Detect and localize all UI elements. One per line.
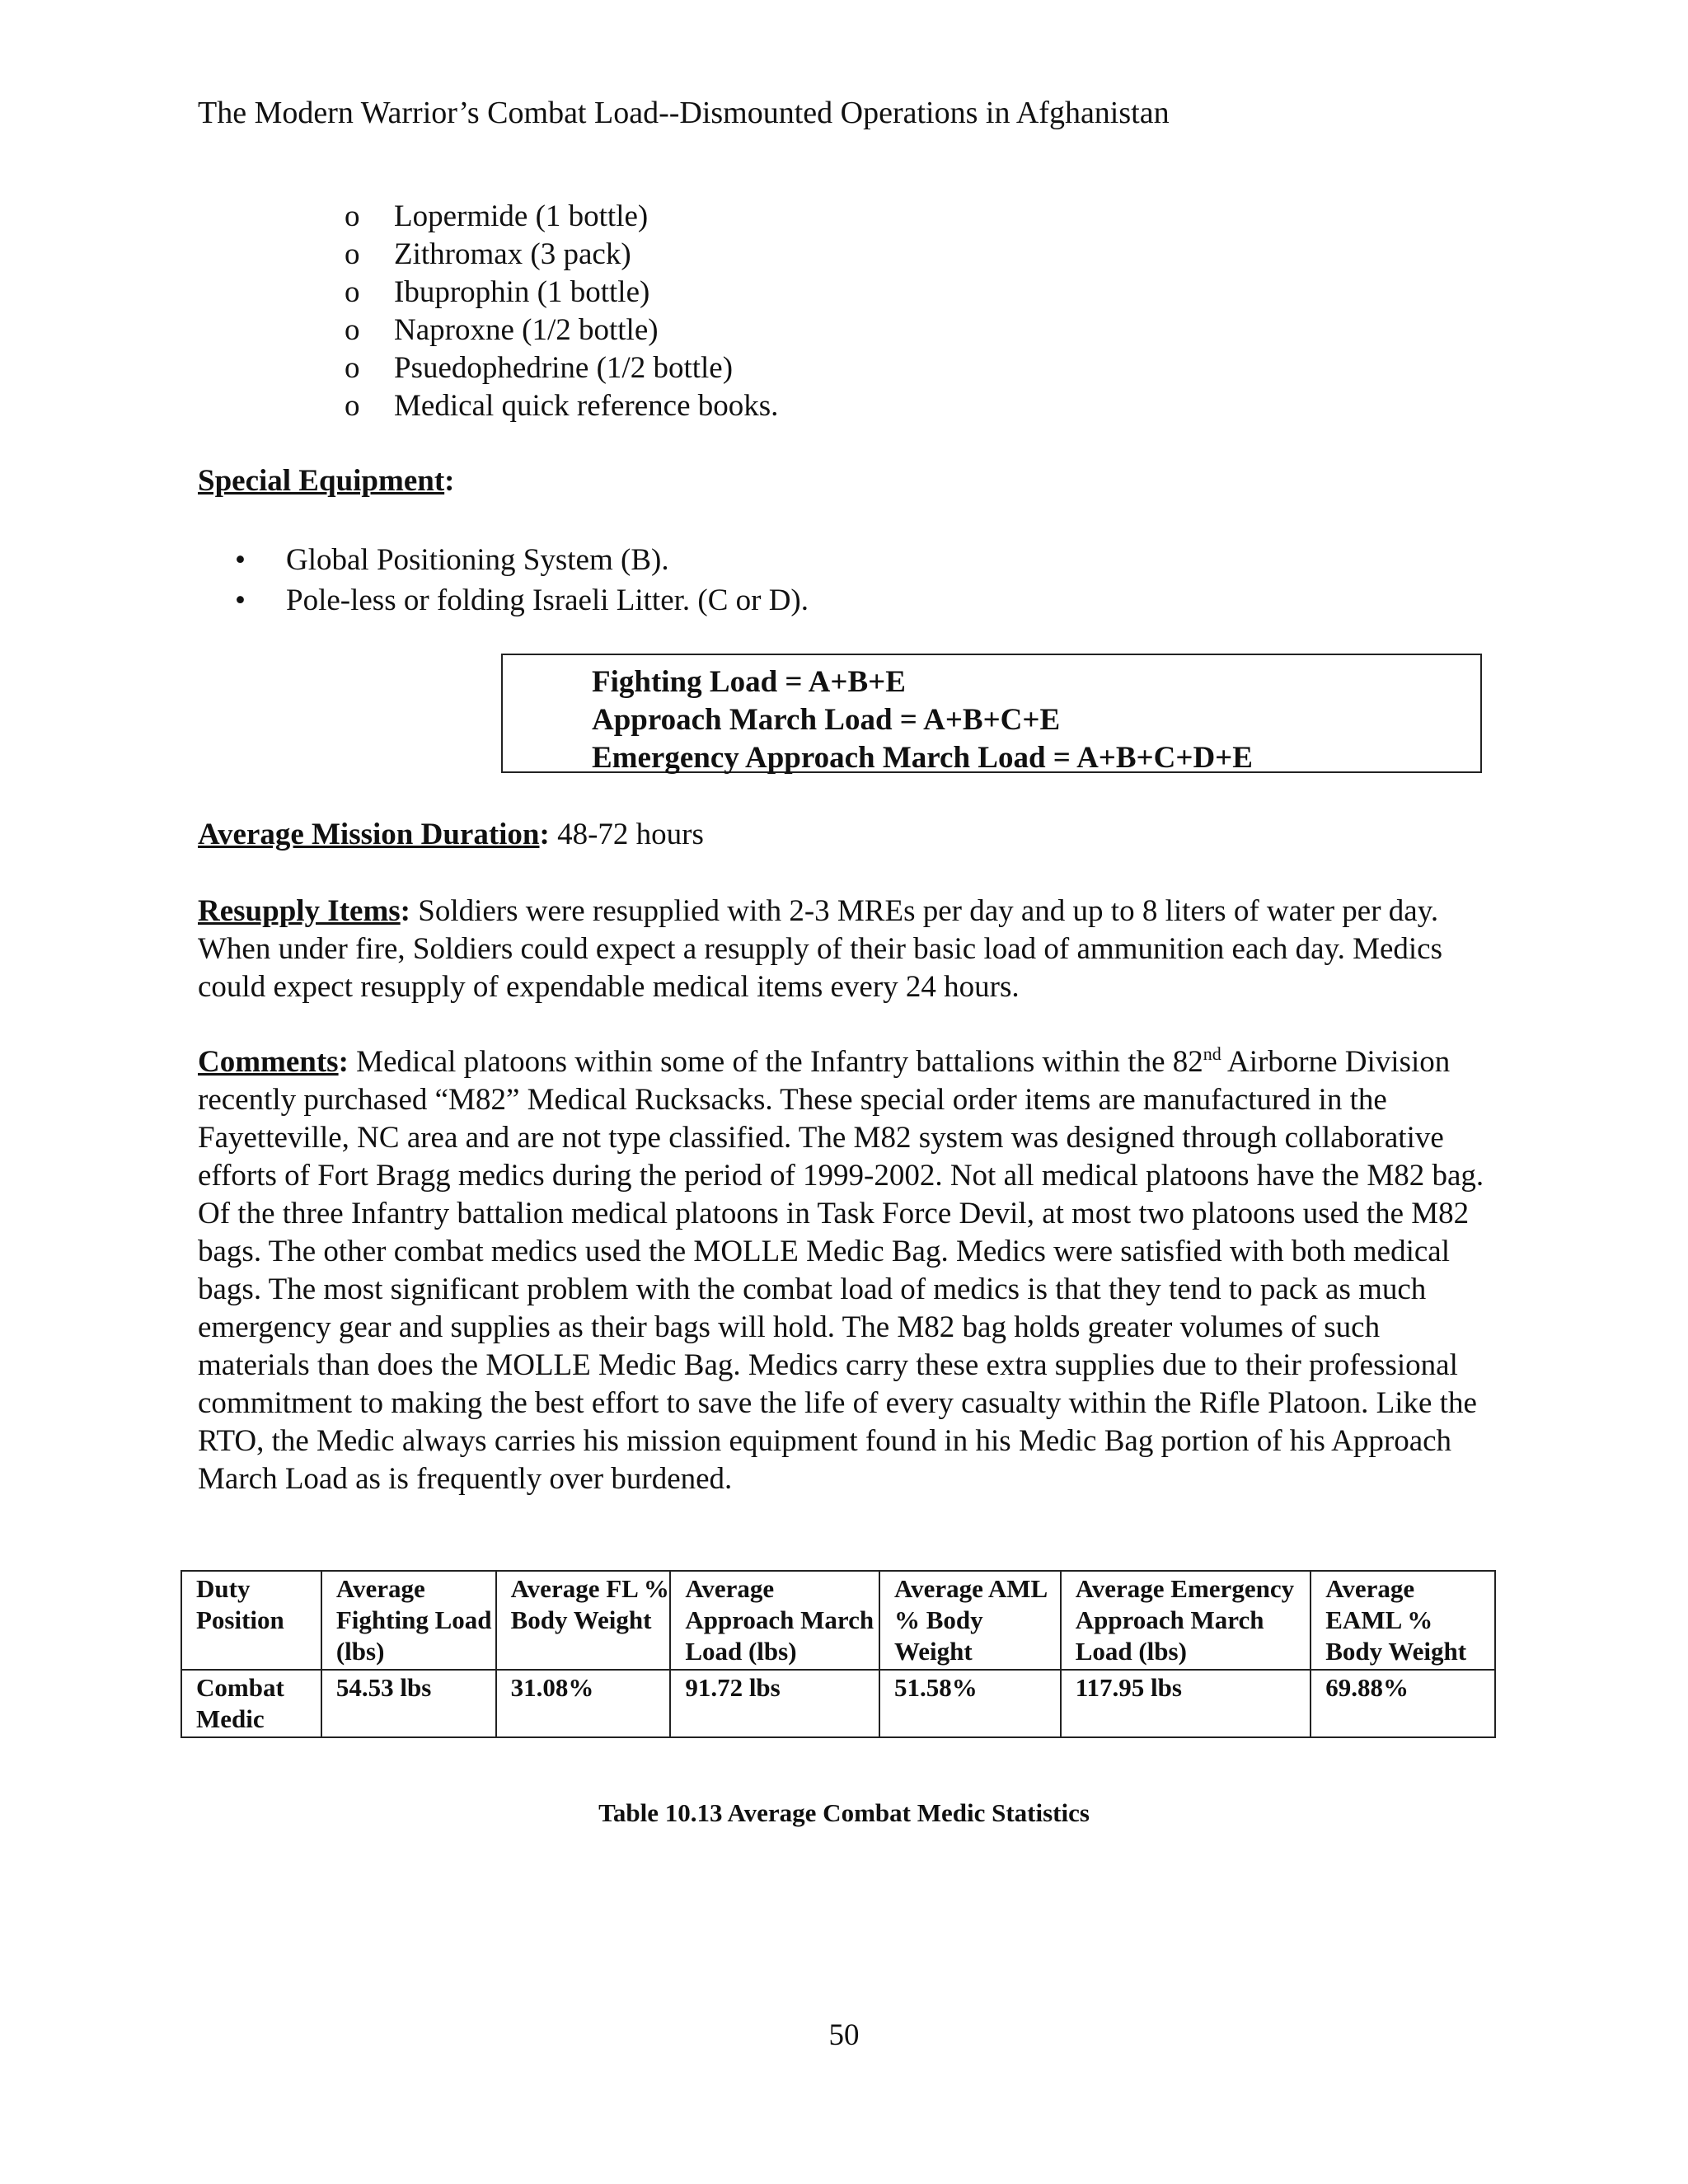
table-cell: 51.58%: [879, 1670, 1061, 1737]
circle-bullet-icon: o: [345, 351, 360, 385]
label-colon: :: [338, 1045, 349, 1079]
table-cell: 54.53 lbs: [321, 1670, 496, 1737]
list-item: [345, 198, 778, 236]
emergency-approach-march-load-formula: Emergency Approach March Load = A+B+C+D+E: [592, 741, 1253, 775]
circle-bullet-icon: o: [345, 275, 360, 309]
list-item-text: Zithromax (3 pack): [394, 237, 631, 271]
table-header-row: [181, 1571, 1495, 1670]
page-header: The Modern Warrior’s Combat Load--Dismounted Operations in Afghanistan: [198, 96, 1170, 130]
list-item-text: Psuedophedrine (1/2 bottle): [394, 351, 734, 385]
list-item-text: Ibuprophin (1 bottle): [394, 275, 650, 309]
paragraph-label: Resupply Items: [198, 894, 401, 928]
list-item: [345, 349, 778, 387]
label-colon: :: [400, 894, 410, 928]
table-cell: 91.72 lbs: [670, 1670, 879, 1737]
special-equipment-heading: [198, 463, 454, 499]
column-header: Average Fighting Load (lbs): [321, 1571, 496, 1670]
label-colon: :: [539, 818, 550, 851]
circle-bullet-icon: o: [345, 313, 360, 347]
medical-items-list: [345, 198, 778, 425]
column-header: Average AML % Body Weight: [879, 1571, 1061, 1670]
list-item-text: Pole-less or folding Israeli Litter. (C or D).: [286, 583, 809, 617]
heading-colon: :: [444, 464, 455, 498]
table-cell: 69.88%: [1311, 1670, 1495, 1737]
paragraph-text: 48-72 hours: [549, 818, 704, 851]
mission-duration-paragraph: [198, 816, 1484, 854]
paragraph-label: Comments: [198, 1045, 339, 1079]
paragraph-text: Airborne Division recently purchased “M82” Medical Rucksacks. These special order items are manufactured in the Fayetteville, NC area and are not type classified. The M82 system was designed through collaborative efforts of Fort Bragg medics during the period of 1999-2002. Not all medical platoons have the M82 bag. Of the three Infantry battalion medical platoons in Task Force Devil, at most two platoons used the M82 bags. The other combat medics used the MOLLE Medic Bag. Medics were satisfied with both medical bags. The most significant problem with the combat load of medics is that they tend to pack as much emergency gear and supplies as their bags will hold. The M82 bag holds greater volumes of such materials than does the MOLLE Medic Bag. Medics carry these extra supplies due to their professional commitment to making the best effort to save the life of every casualty within the Rifle Platoon. Like the RTO, the Medic always carries his mission equipment found in his Medic Bag portion of his Approach March Load as is frequently over burdened.: [198, 1045, 1484, 1496]
bullet-icon: •: [235, 543, 246, 577]
bullet-icon: •: [235, 583, 246, 617]
list-item: [235, 580, 809, 621]
section-heading-label: Special Equipment: [198, 464, 445, 498]
table-caption: Table 10.13 Average Combat Medic Statistics: [598, 1798, 1090, 1827]
approach-march-load-formula: Approach March Load = A+B+C+E: [592, 703, 1061, 737]
list-item: [345, 387, 778, 425]
paragraph-text: Soldiers were resupplied with 2-3 MREs per day and up to 8 liters of water per day. When under fire, Soldiers could expect a resupply of their basic load of ammunition each day. Medics could expect resupply of expendable medical items every 24 hours.: [198, 894, 1443, 1004]
list-item-text: Global Positioning System (B).: [286, 543, 669, 577]
circle-bullet-icon: o: [345, 389, 360, 423]
special-equipment-list: [235, 540, 809, 621]
ordinal-superscript: nd: [1203, 1043, 1221, 1064]
paragraph-text: Medical platoons within some of the Infantry battalions within the 82: [348, 1045, 1203, 1079]
list-item: [345, 236, 778, 274]
circle-bullet-icon: o: [345, 237, 360, 271]
fighting-load-formula: Fighting Load = A+B+E: [592, 665, 906, 699]
list-item: [345, 274, 778, 312]
resupply-paragraph: [198, 893, 1484, 1006]
list-item: [235, 540, 809, 580]
list-item-text: Naproxne (1/2 bottle): [394, 313, 659, 347]
column-header: Duty Position: [181, 1571, 321, 1670]
table-row: [181, 1670, 1495, 1737]
combat-medic-stats-table: [181, 1570, 1496, 1738]
table-cell: Combat Medic: [181, 1670, 321, 1737]
column-header: Average FL % Body Weight: [496, 1571, 671, 1670]
table-cell: 31.08%: [496, 1670, 671, 1737]
table-cell: 117.95 lbs: [1061, 1670, 1311, 1737]
load-formula-box: [501, 654, 1482, 773]
column-header: Average EAML % Body Weight: [1311, 1571, 1495, 1670]
circle-bullet-icon: o: [345, 199, 360, 233]
page-number: 50: [828, 2018, 860, 2052]
list-item: [345, 312, 778, 349]
column-header: Average Emergency Approach March Load (lbs): [1061, 1571, 1311, 1670]
paragraph-label: Average Mission Duration: [198, 818, 540, 851]
list-item-text: Lopermide (1 bottle): [394, 199, 649, 233]
column-header: Average Approach March Load (lbs): [670, 1571, 879, 1670]
list-item-text: Medical quick reference books.: [394, 389, 779, 423]
comments-paragraph: [198, 1043, 1492, 1498]
